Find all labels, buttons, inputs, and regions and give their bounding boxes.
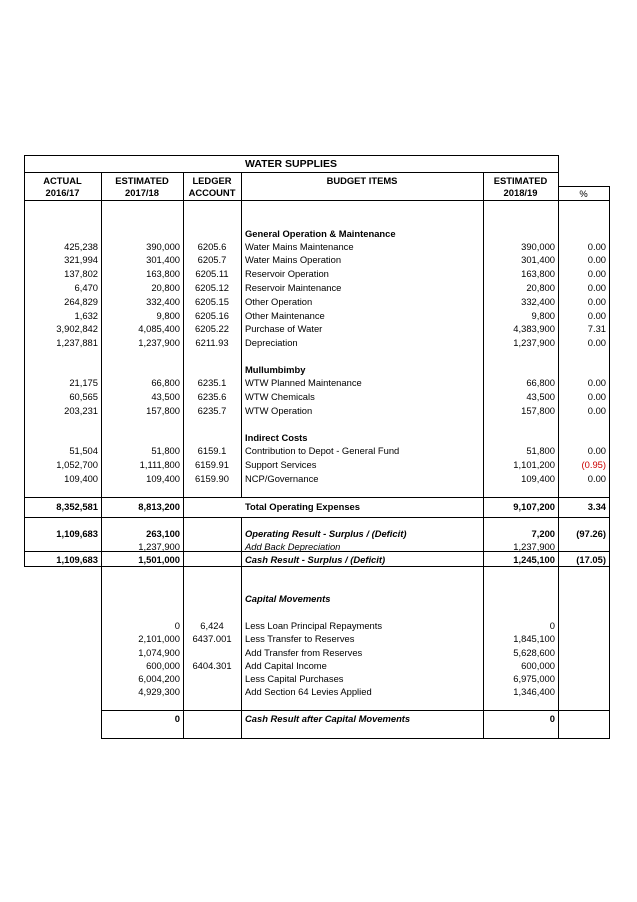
row-actual: 264,829 — [64, 296, 98, 307]
section-indirect-costs: Indirect Costs — [245, 432, 308, 443]
row-ledger: 6235.6 — [197, 391, 227, 402]
header-budget-items: BUDGET ITEMS — [326, 175, 398, 186]
row-actual: 1,632 — [74, 310, 98, 321]
section-mullumbimby: Mullumbimby — [245, 364, 306, 375]
capital-est1819: 1,346,400 — [513, 686, 555, 697]
vline-ledger-lower — [241, 517, 242, 738]
row-est1718: 51,800 — [151, 445, 180, 456]
row-est1819: 43,500 — [526, 391, 555, 402]
header-est1718-line1: ESTIMATED — [115, 175, 169, 186]
capital-est1718: 4,929,300 — [138, 686, 180, 697]
row-pct: 0.00 — [587, 445, 606, 456]
capital-est1819: 5,628,600 — [513, 647, 555, 658]
opex-est1718: 8,813,200 — [138, 501, 180, 512]
section-capital-movements: Capital Movements — [245, 593, 331, 604]
row-pct: 7.31 — [587, 323, 606, 334]
row-est1718: 9,800 — [156, 310, 180, 321]
row-actual: 60,565 — [69, 391, 98, 402]
capital-est1718: 6,004,200 — [138, 673, 180, 684]
section-general-operation: General Operation & Maintenance — [245, 228, 396, 239]
capital-est1819: 1,845,100 — [513, 633, 555, 644]
header-est1718-line2: 2017/18 — [125, 187, 159, 198]
capital-ledger: 6437.001 — [192, 633, 232, 644]
row-item: Support Services — [245, 459, 317, 470]
opex-actual: 8,352,581 — [56, 501, 98, 512]
row-item: Reservoir Maintenance — [245, 282, 342, 293]
row-est1819: 51,800 — [526, 445, 555, 456]
header-actual-line1: ACTUAL — [43, 175, 82, 186]
header-percent: % — [579, 188, 588, 199]
row-actual: 203,231 — [64, 405, 98, 416]
row-pct: 0.00 — [587, 405, 606, 416]
capital-est1819: 0 — [549, 620, 555, 631]
opex-label: Total Operating Expenses — [245, 501, 360, 512]
row-item: Contribution to Depot - General Fund — [245, 445, 400, 456]
row-est1819: 9,800 — [531, 310, 555, 321]
final-label: Cash Result after Capital Movements — [245, 713, 411, 724]
row-est1718: 301,400 — [146, 254, 180, 265]
row-ledger: 6205.7 — [197, 254, 227, 265]
row-item: Other Operation — [245, 296, 313, 307]
capital-est1819: 6,975,000 — [513, 673, 555, 684]
row-pct: 0.00 — [587, 296, 606, 307]
row-pct: 0.00 — [587, 268, 606, 279]
row-est1819: 390,000 — [521, 241, 555, 252]
final-est1819: 0 — [549, 713, 555, 724]
row-est1718: 157,800 — [146, 405, 180, 416]
row-est1819: 4,383,900 — [513, 323, 555, 334]
row-actual: 137,802 — [64, 268, 98, 279]
row-actual: 3,902,842 — [56, 323, 98, 334]
table-title: WATER SUPPLIES — [245, 158, 337, 170]
row-est1819: 20,800 — [526, 282, 555, 293]
row-item: Water Mains Maintenance — [245, 241, 354, 252]
row-est1819: 66,800 — [526, 377, 555, 388]
opres-est1819: 7,200 — [531, 528, 555, 539]
capital-ledger: 6,424 — [200, 620, 224, 631]
row-item: WTW Planned Maintenance — [245, 377, 362, 388]
row-est1819: 1,101,200 — [513, 459, 555, 470]
capital-est1718: 0 — [174, 620, 180, 631]
cashres-actual: 1,109,683 — [56, 554, 98, 565]
capital-item: Add Transfer from Reserves — [245, 647, 363, 658]
row-est1819: 332,400 — [521, 296, 555, 307]
row-pct: 0.00 — [587, 391, 606, 402]
capital-ledger: 6404.301 — [192, 660, 232, 671]
row-est1819: 301,400 — [521, 254, 555, 265]
rule-title — [24, 172, 558, 173]
row-est1718: 66,800 — [151, 377, 180, 388]
row-est1819: 109,400 — [521, 473, 555, 484]
row-ledger: 6159.91 — [195, 459, 229, 470]
row-ledger: 6235.1 — [197, 377, 227, 388]
capital-est1718: 2,101,000 — [138, 633, 180, 644]
capital-item: Less Transfer to Reserves — [245, 633, 355, 644]
capital-item: Less Capital Purchases — [245, 673, 344, 684]
capital-item: Less Loan Principal Repayments — [245, 620, 383, 631]
header-est1819-line1: ESTIMATED — [493, 175, 548, 186]
row-item: Reservoir Operation — [245, 268, 329, 279]
row-ledger: 6205.22 — [195, 323, 229, 334]
capital-est1718: 1,074,900 — [138, 647, 180, 658]
row-actual: 21,175 — [69, 377, 98, 388]
rule-pct-top — [558, 186, 610, 187]
row-pct: 0.00 — [587, 377, 606, 388]
cashres-label: Cash Result - Surplus / (Deficit) — [245, 554, 386, 565]
opex-est1819: 9,107,200 — [513, 501, 555, 512]
cashres-est1718: 1,501,000 — [138, 554, 180, 565]
row-item: WTW Operation — [245, 405, 313, 416]
rule-cash-bottom — [24, 566, 610, 567]
row-est1718: 4,085,400 — [138, 323, 180, 334]
row-ledger: 6235.7 — [197, 405, 227, 416]
row-item: Other Maintenance — [245, 310, 325, 321]
row-ledger: 6205.15 — [195, 296, 229, 307]
opres-pct: (97.26) — [576, 528, 606, 539]
rule-header — [24, 200, 610, 201]
row-ledger: 6159.1 — [197, 445, 227, 456]
opres-label: Operating Result - Surplus / (Deficit) — [245, 528, 407, 539]
opres-est1718: 263,100 — [146, 528, 180, 539]
row-item: Water Mains Operation — [245, 254, 342, 265]
capital-item: Add Capital Income — [245, 660, 327, 671]
row-est1718: 163,800 — [146, 268, 180, 279]
vline-right-outer — [609, 186, 610, 738]
rule-final-bottom — [101, 738, 610, 739]
row-pct: 0.00 — [587, 282, 606, 293]
row-pct: (0.95) — [581, 459, 606, 470]
row-actual: 109,400 — [64, 473, 98, 484]
row-ledger: 6205.16 — [195, 310, 229, 321]
cashres-est1819: 1,245,100 — [513, 554, 555, 565]
rule-opex-bottom — [24, 517, 610, 518]
row-actual: 1,237,881 — [56, 337, 98, 348]
row-pct: 0.00 — [587, 241, 606, 252]
row-pct: 0.00 — [587, 254, 606, 265]
opex-pct: 3.34 — [587, 501, 606, 512]
row-ledger: 6159.90 — [195, 473, 229, 484]
row-item: Purchase of Water — [245, 323, 323, 334]
row-est1718: 1,111,800 — [139, 459, 180, 470]
opres-actual: 1,109,683 — [56, 528, 98, 539]
final-est1718: 0 — [174, 713, 180, 724]
row-est1718: 43,500 — [151, 391, 180, 402]
row-item: WTW Chemicals — [245, 391, 315, 402]
row-est1718: 20,800 — [151, 282, 180, 293]
header-ledger-line2: ACCOUNT — [188, 187, 236, 198]
row-actual: 425,238 — [64, 241, 98, 252]
row-est1819: 157,800 — [521, 405, 555, 416]
cashres-pct: (17.05) — [576, 554, 606, 565]
rule-top — [24, 155, 558, 156]
rule-opex-top — [24, 497, 610, 498]
addback-label: Add Back Depreciation — [245, 541, 341, 552]
row-actual: 6,470 — [74, 282, 98, 293]
header-actual-line2: 2016/17 — [45, 187, 80, 198]
row-pct: 0.00 — [587, 337, 606, 348]
row-pct: 0.00 — [587, 310, 606, 321]
row-est1718: 390,000 — [146, 241, 180, 252]
row-est1718: 332,400 — [146, 296, 180, 307]
row-est1819: 163,800 — [521, 268, 555, 279]
row-ledger: 6205.6 — [197, 241, 227, 252]
row-item: NCP/Governance — [245, 473, 319, 484]
rule-final-top — [101, 710, 610, 711]
row-est1718: 109,400 — [146, 473, 180, 484]
row-pct: 0.00 — [587, 473, 606, 484]
row-est1718: 1,237,900 — [138, 337, 180, 348]
addback-est1819: 1,237,900 — [513, 541, 555, 552]
row-est1819: 1,237,900 — [513, 337, 555, 348]
row-actual: 51,504 — [69, 445, 98, 456]
row-ledger: 6211.93 — [195, 337, 229, 348]
row-item: Depreciation — [245, 337, 298, 348]
capital-est1819: 600,000 — [521, 660, 555, 671]
vline-ledger-upper — [241, 172, 242, 497]
row-ledger: 6205.11 — [195, 268, 229, 279]
header-ledger-line1: LEDGER — [192, 175, 232, 186]
addback-est1718: 1,237,900 — [138, 541, 180, 552]
capital-est1718: 600,000 — [146, 660, 180, 671]
capital-item: Add Section 64 Levies Applied — [245, 686, 372, 697]
row-actual: 1,052,700 — [56, 459, 98, 470]
header-est1819-line2: 2018/19 — [503, 187, 538, 198]
row-ledger: 6205.12 — [195, 282, 229, 293]
row-actual: 321,994 — [64, 254, 98, 265]
